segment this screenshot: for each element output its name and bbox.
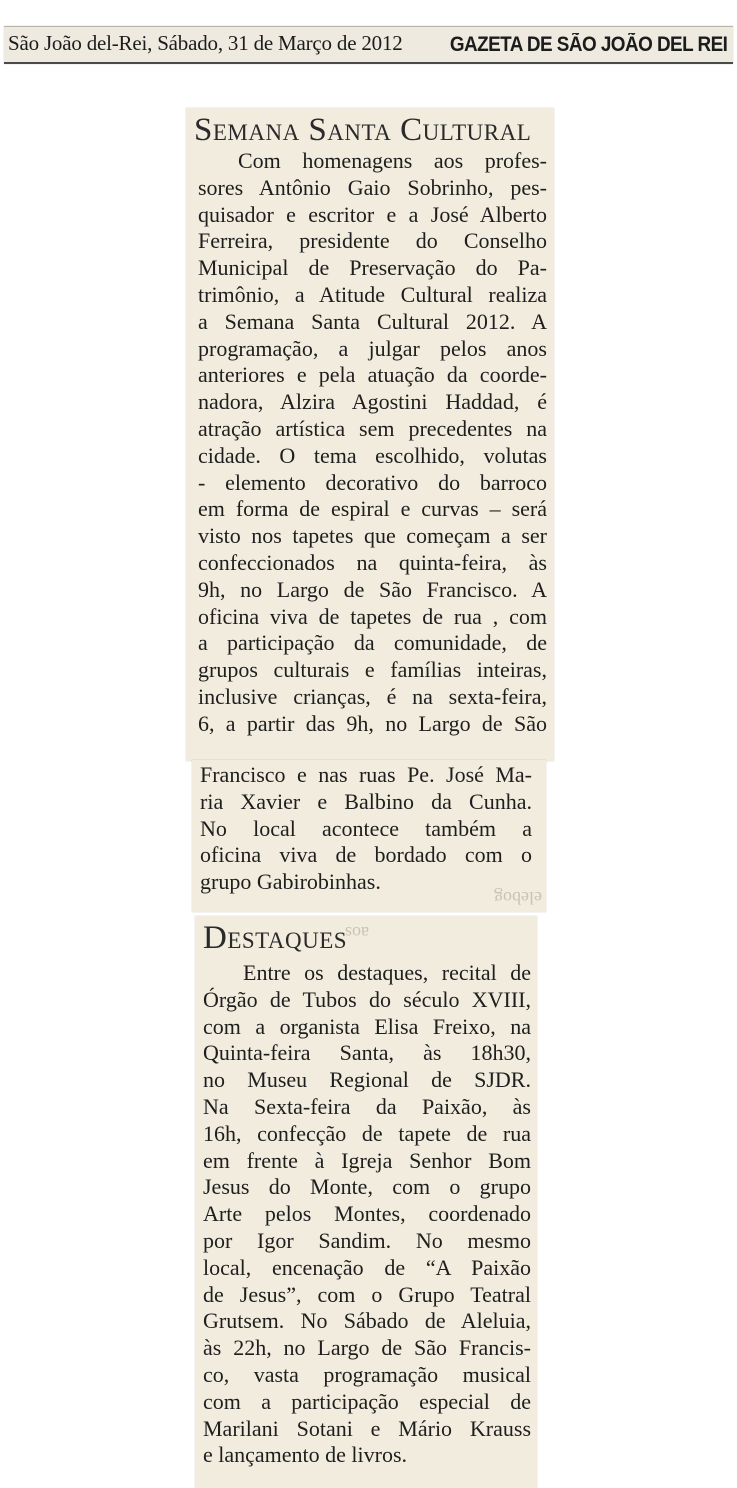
text-line: Arte pelos Montes, coordenado: [203, 1201, 531, 1227]
text-line: grupos culturais e famílias inteiras,: [198, 657, 547, 683]
text-line: com a participação especial de: [203, 1388, 531, 1414]
text-line: Marilani Sotani e Mário Krauss: [203, 1415, 531, 1441]
text-line: grupo Gabirobinhas.: [200, 869, 381, 895]
text-line: de Jesus”, com o Grupo Teatral: [203, 1281, 531, 1307]
text-line: Entre os destaques, recital de: [243, 960, 531, 985]
text-line: Municipal de Preservação do Pa-: [198, 255, 547, 281]
text-line: por Igor Sandim. No mesmo: [203, 1227, 531, 1253]
text-line: cidade. O tema escolhido, volutas: [198, 442, 547, 468]
article-continuation-clipping: [192, 760, 546, 912]
text-line: a Semana Santa Cultural 2012. A: [198, 308, 547, 334]
article-semana-santa-clipping: [186, 108, 554, 761]
newspaper-name: GAZETA DE SÃO JOÃO DEL REI: [449, 33, 727, 56]
text-line: Francisco e nas ruas Pe. José Ma-: [200, 762, 532, 787]
show-through-text: elebog: [494, 888, 542, 908]
text-line: No local acontece também a: [200, 815, 532, 841]
text-line: trimônio, a Atitude Cultural realiza: [198, 281, 547, 307]
text-line: - elemento decorativo do barroco: [198, 469, 547, 495]
article-continuation-body: [200, 762, 532, 896]
text-line: programação, a julgar pelos anos: [198, 335, 547, 361]
text-line: anteriores e pela atuação da coorde-: [198, 362, 547, 388]
article-destaques-clipping: [195, 916, 537, 1488]
article-heading: Semana Santa Cultural: [194, 112, 532, 148]
text-line: em frente à Igreja Senhor Bom: [203, 1147, 531, 1173]
text-line: inclusive crianças, é na sexta-feira,: [198, 683, 547, 709]
text-line: nadora, Alzira Agostini Haddad, é: [198, 389, 547, 415]
text-line: oficina viva de tapetes de rua , com: [198, 603, 547, 629]
text-line: 6, a partir das 9h, no Largo de São: [198, 710, 547, 736]
text-line: Jesus do Monte, com o grupo: [203, 1174, 531, 1200]
text-line: sores Antônio Gaio Sobrinho, pes-: [198, 174, 547, 200]
dateline: São João del-Rei, Sábado, 31 de Março de 2012: [8, 31, 403, 55]
show-through-text: aos: [345, 923, 369, 943]
text-line: confeccionados na quinta-feira, às: [198, 549, 547, 575]
text-line: oficina viva de bordado com o: [200, 842, 532, 868]
text-line: no Museu Regional de SJDR.: [203, 1067, 531, 1093]
text-line: Quinta-feira Santa, às 18h30,: [203, 1040, 531, 1066]
top-rule: [4, 26, 733, 27]
text-line: Na Sexta-feira da Paixão, às: [203, 1093, 531, 1119]
text-line: co, vasta programação musical: [203, 1361, 531, 1387]
text-line: Ferreira, presidente do Conselho: [198, 228, 547, 254]
article-body: [198, 148, 547, 738]
text-line: em forma de espiral e curvas – será: [198, 496, 547, 522]
bottom-rule: [4, 62, 733, 64]
text-line: 16h, confecção de tapete de rua: [203, 1120, 531, 1146]
masthead-strip: [4, 26, 733, 64]
text-line: quisador e escritor e a José Alberto: [198, 201, 547, 227]
text-line: 9h, no Largo de São Francisco. A: [198, 576, 547, 602]
text-line: visto nos tapetes que começam a ser: [198, 523, 547, 549]
article-heading: Destaques: [203, 920, 348, 956]
text-line: Órgão de Tubos do século XVIII,: [203, 986, 531, 1012]
text-line: com a organista Elisa Freixo, na: [203, 1013, 531, 1039]
text-line: Com homenagens aos profes-: [238, 148, 547, 173]
text-line: ria Xavier e Balbino da Cunha.: [200, 788, 532, 814]
text-line: local, encenação de “A Paixão: [203, 1254, 531, 1280]
text-line: às 22h, no Largo de São Francis-: [203, 1335, 531, 1361]
article-body: [203, 960, 531, 1469]
text-line: atração artística sem precedentes na: [198, 415, 547, 441]
text-line: e lançamento de livros.: [203, 1442, 408, 1468]
text-line: a participação da comunidade, de: [198, 630, 547, 656]
text-line: Grutsem. No Sábado de Aleluia,: [203, 1308, 531, 1334]
